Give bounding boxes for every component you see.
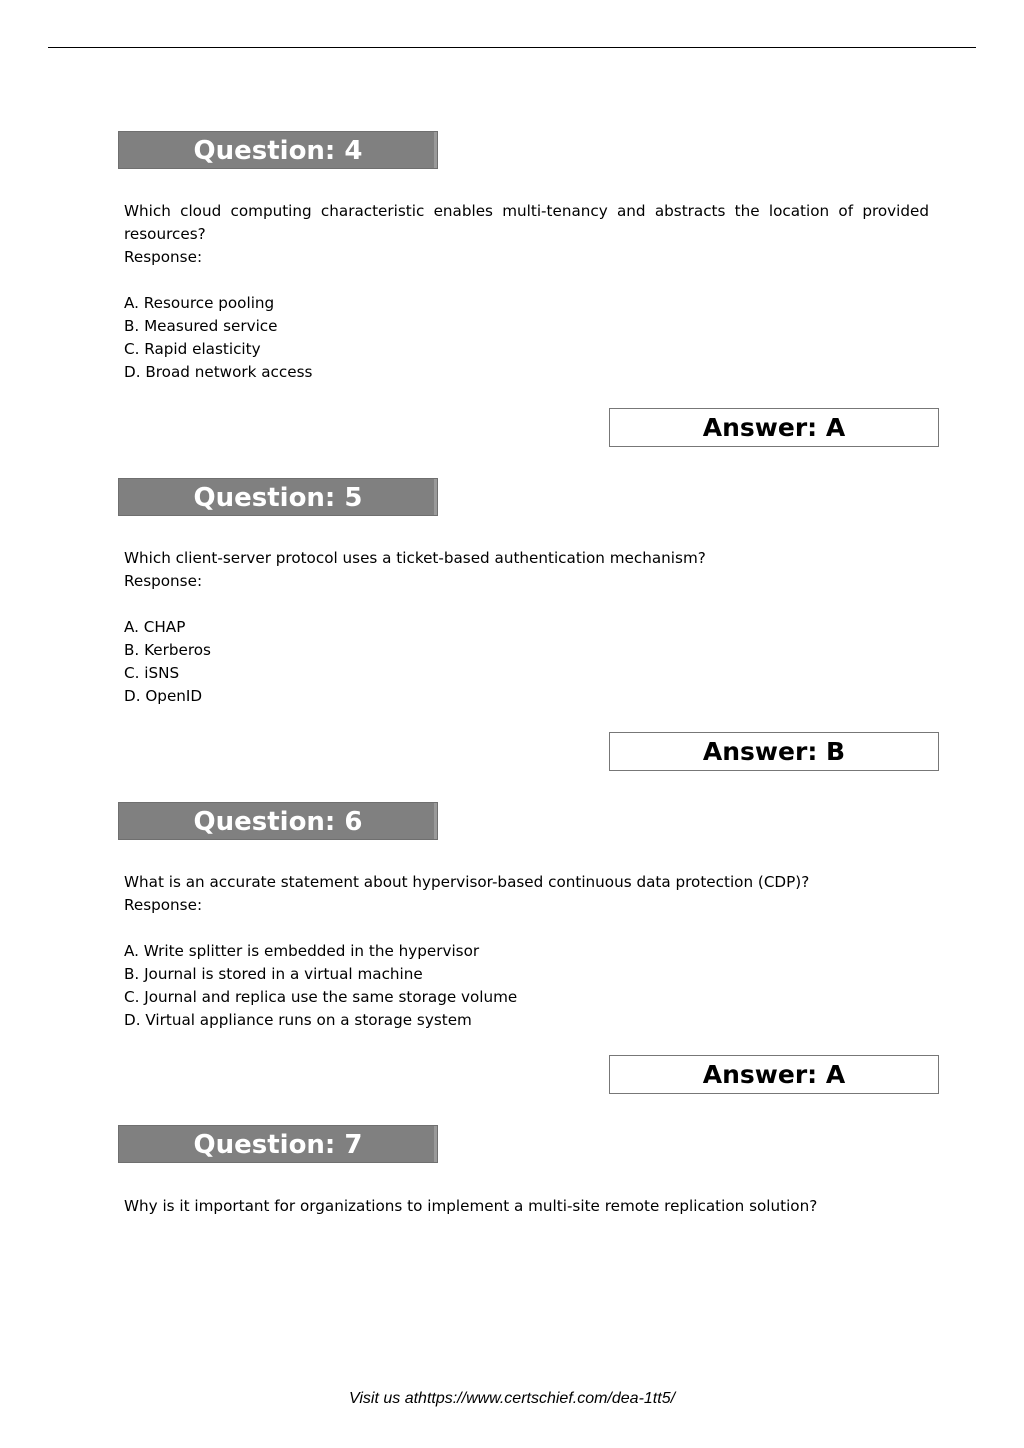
question-6-body: [124, 871, 929, 1032]
question-5-option-d: D. OpenID: [124, 687, 203, 705]
question-4-option-c: C. Rapid elasticity: [124, 340, 261, 358]
question-4-text: Which cloud computing characteristic enables multi-tenancy and abstracts the location of provided resources?: [124, 202, 929, 243]
question-5-header: Question: 5: [118, 478, 438, 516]
question-5-body: [124, 547, 929, 708]
question-5-answer: Answer: B: [609, 732, 939, 771]
question-5-response-label: Response:: [124, 572, 203, 590]
question-6-option-c: C. Journal and replica use the same storage volume: [124, 988, 518, 1006]
question-7-header: Question: 7: [118, 1125, 438, 1163]
question-4-body: [124, 200, 929, 384]
question-4-option-b: B. Measured service: [124, 317, 278, 335]
question-5-option-b: B. Kerberos: [124, 641, 211, 659]
footer-visit-link[interactable]: Visit us athttps://www.certschief.com/dea-1tt5/: [348, 1390, 676, 1407]
question-4-option-a: A. Resource pooling: [124, 294, 275, 312]
question-4-option-d: D. Broad network access: [124, 363, 313, 381]
question-6-option-b: B. Journal is stored in a virtual machine: [124, 965, 423, 983]
question-6-option-a: A. Write splitter is embedded in the hypervisor: [124, 942, 480, 960]
question-4-answer: Answer: A: [609, 408, 939, 447]
question-6-answer: Answer: A: [609, 1055, 939, 1094]
question-6-response-label: Response:: [124, 896, 203, 914]
question-5-option-c: C. iSNS: [124, 664, 180, 682]
question-4-header: Question: 4: [118, 131, 438, 169]
question-5-option-a: A. CHAP: [124, 618, 186, 636]
question-7-body: [124, 1195, 929, 1218]
question-4-response-label: Response:: [124, 248, 203, 266]
question-6-option-d: D. Virtual appliance runs on a storage system: [124, 1011, 472, 1029]
question-6-text: What is an accurate statement about hypervisor-based continuous data protection (CDP)?: [124, 873, 810, 891]
question-6-header: Question: 6: [118, 802, 438, 840]
question-5-text: Which client-server protocol uses a ticket-based authentication mechanism?: [124, 549, 706, 567]
top-divider: [48, 47, 976, 48]
question-7-text: Why is it important for organizations to implement a multi-site remote replication solution?: [124, 1197, 818, 1215]
